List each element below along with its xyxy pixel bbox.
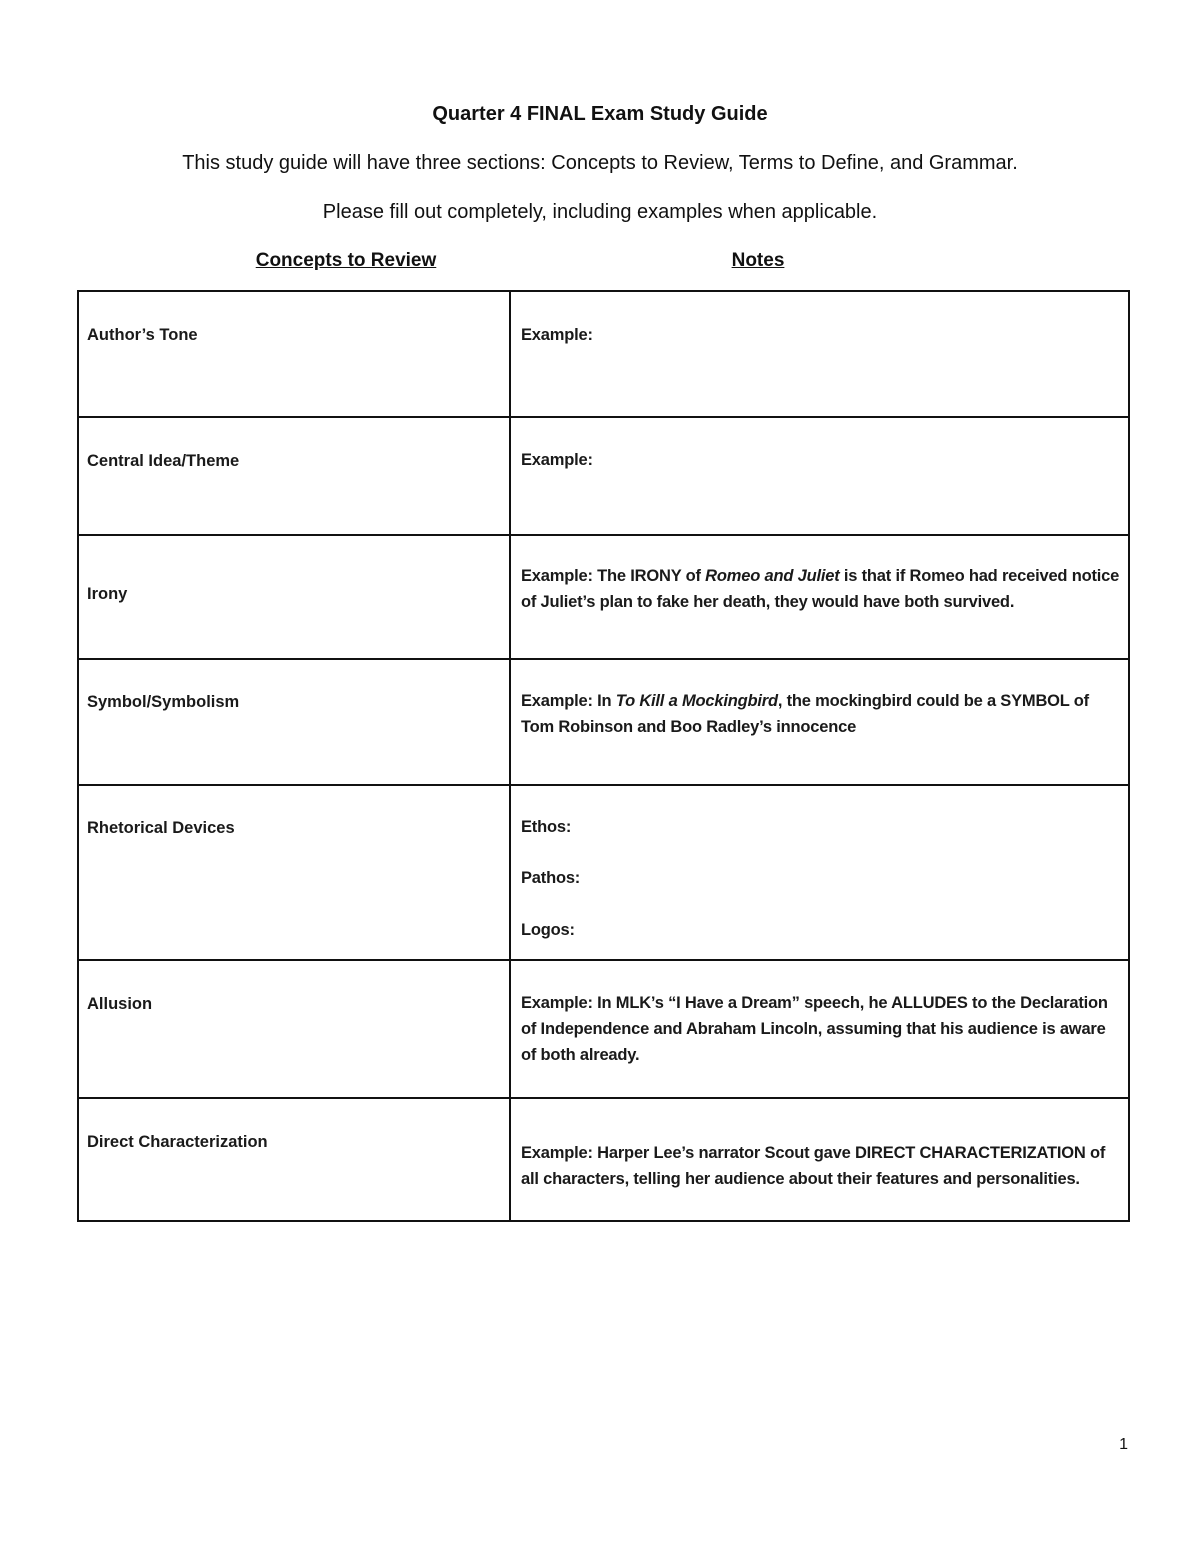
table-row <box>78 291 1129 417</box>
note-characterization-example: Example: Harper Lee’s narrator Scout gave DIRECT CHARACTERIZATION of all characters, telling her audience about their features and personalities. <box>521 1144 1106 1188</box>
notes-cell[interactable] <box>510 535 1129 659</box>
note-pathos: Pathos: <box>521 869 581 887</box>
concept-label: Irony <box>87 585 128 603</box>
table-row <box>78 659 1129 785</box>
concept-cell <box>78 785 510 960</box>
column-header-concepts: Concepts to Review <box>255 250 437 271</box>
note-symbol-example <box>521 688 1120 740</box>
note-prefix: Example: The IRONY of <box>521 567 706 585</box>
document-title: Quarter 4 FINAL Exam Study Guide <box>432 103 768 125</box>
note-example: Example: <box>521 326 593 344</box>
note-irony-example <box>521 563 1120 615</box>
notes-cell[interactable] <box>510 960 1129 1098</box>
table-row <box>78 785 1129 960</box>
concept-label: Rhetorical Devices <box>87 819 235 837</box>
table-row <box>78 535 1129 659</box>
concept-cell <box>78 1098 510 1221</box>
notes-cell[interactable] <box>510 785 1129 960</box>
concept-cell <box>78 535 510 659</box>
study-guide-table <box>77 290 1130 1222</box>
concept-cell <box>78 960 510 1098</box>
note-logos: Logos: <box>521 921 575 939</box>
concept-label: Allusion <box>87 995 153 1013</box>
table-row <box>78 1098 1129 1221</box>
intro-line-sections: This study guide will have three sections: Concepts to Review, Terms to Define, and Grammar. <box>182 152 1018 174</box>
page-number: 1 <box>1119 1436 1128 1453</box>
concept-cell <box>78 417 510 535</box>
concept-cell <box>78 291 510 417</box>
table-row <box>78 417 1129 535</box>
concept-label: Central Idea/Theme <box>87 452 240 470</box>
column-header-notes: Notes <box>731 250 785 271</box>
notes-cell[interactable] <box>510 291 1129 417</box>
intro-line-instructions: Please fill out completely, including examples when applicable. <box>322 201 878 223</box>
note-rest: is that if Romeo had received notice of Juliet’s plan to fake her death, they would have both survived. <box>521 567 1120 611</box>
concept-label: Direct Characterization <box>87 1133 268 1151</box>
concept-label: Symbol/Symbolism <box>87 693 240 711</box>
concept-cell <box>78 659 510 785</box>
note-work-title: To Kill a Mockingbird <box>615 692 778 710</box>
notes-cell[interactable] <box>510 659 1129 785</box>
notes-cell[interactable] <box>510 1098 1129 1221</box>
note-ethos: Ethos: <box>521 818 572 836</box>
note-rest: , the mockingbird could be a SYMBOL of Tom Robinson and Boo Radley’s innocence <box>521 692 1089 736</box>
table-row <box>78 960 1129 1098</box>
concept-label: Author’s Tone <box>87 326 198 344</box>
note-work-title: Romeo and Juliet <box>705 567 840 585</box>
note-allusion-example: Example: In MLK’s “I Have a Dream” speech, he ALLUDES to the Declaration of Independence and Abraham Lincoln, assuming that his audience is aware of both already. <box>521 994 1108 1064</box>
note-example: Example: <box>521 451 593 469</box>
notes-cell[interactable] <box>510 417 1129 535</box>
note-prefix: Example: In <box>521 692 616 710</box>
